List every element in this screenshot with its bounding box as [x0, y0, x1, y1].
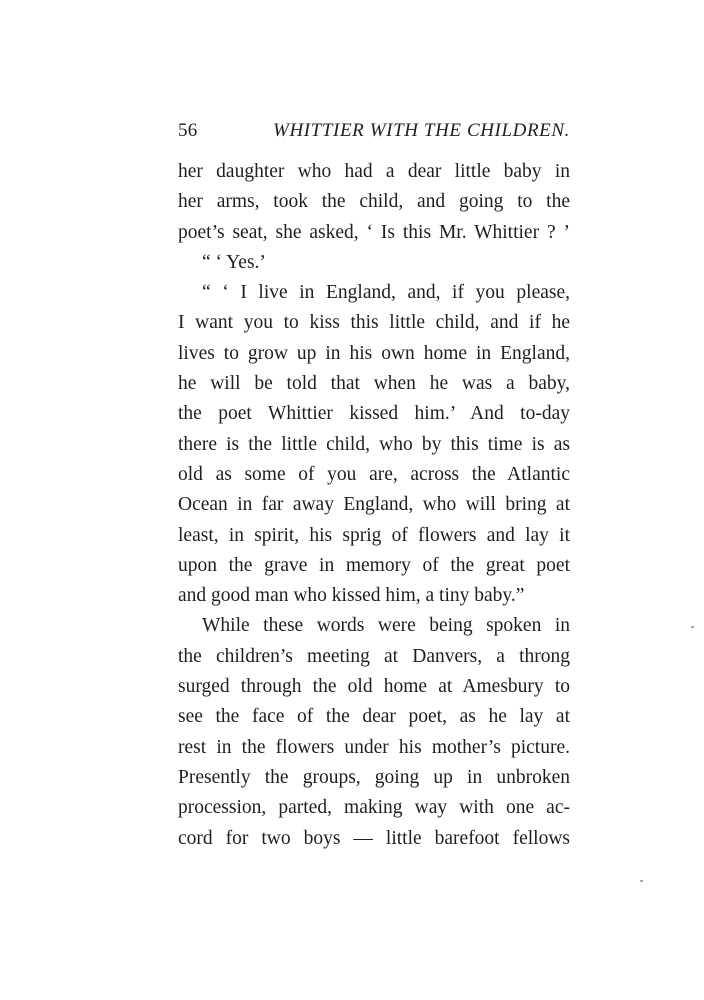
text-line: poet’s seat, she asked, ‘ Is this Mr. Whittier ? ’: [178, 221, 570, 243]
text-line: rest in the flowers under his mother’s picture.: [178, 736, 570, 758]
text-line: “ ‘ Yes.’: [202, 251, 266, 273]
text-line: procession, parted, making way with one ac-: [178, 797, 570, 819]
text-line: least, in spirit, his sprig of flowers and lay it: [178, 524, 570, 546]
text-line: old as some of you are, across the Atlantic: [178, 463, 570, 485]
text-line: lives to grow up in his own home in England,: [178, 342, 570, 364]
text-line: her arms, took the child, and going to the: [178, 191, 570, 213]
body-text: [178, 157, 570, 854]
text-line: the children’s meeting at Danvers, a throng: [178, 645, 570, 667]
text-line: Ocean in far away England, who will bring at: [178, 494, 570, 516]
running-title: WHITTIER WITH THE CHILDREN.: [273, 120, 570, 141]
text-line: While these words were being spoken in: [202, 615, 570, 637]
text-line: “ ‘ I live in England, and, if you please,: [202, 282, 570, 304]
text-line: surged through the old home at Amesbury to: [178, 676, 570, 698]
page-number: 56: [178, 120, 198, 141]
paper-speck: [691, 626, 694, 628]
text-line: cord for two boys — little barefoot fellows: [178, 827, 570, 849]
text-line: I want you to kiss this little child, and if he: [178, 312, 570, 334]
text-line: he will be told that when he was a baby,: [178, 373, 570, 395]
running-head: [178, 116, 570, 146]
text-line: there is the little child, who by this time is as: [178, 433, 570, 455]
paper-speck: [640, 880, 643, 882]
text-line: the poet Whittier kissed him.’ And to-day: [178, 403, 570, 425]
text-line: upon the grave in memory of the great poet: [178, 554, 570, 576]
text-line: Presently the groups, going up in unbroken: [178, 766, 570, 788]
text-line: her daughter who had a dear little baby in: [178, 161, 570, 182]
text-line: see the face of the dear poet, as he lay at: [178, 706, 570, 728]
text-line: and good man who kissed him, a tiny baby.”: [178, 585, 525, 607]
